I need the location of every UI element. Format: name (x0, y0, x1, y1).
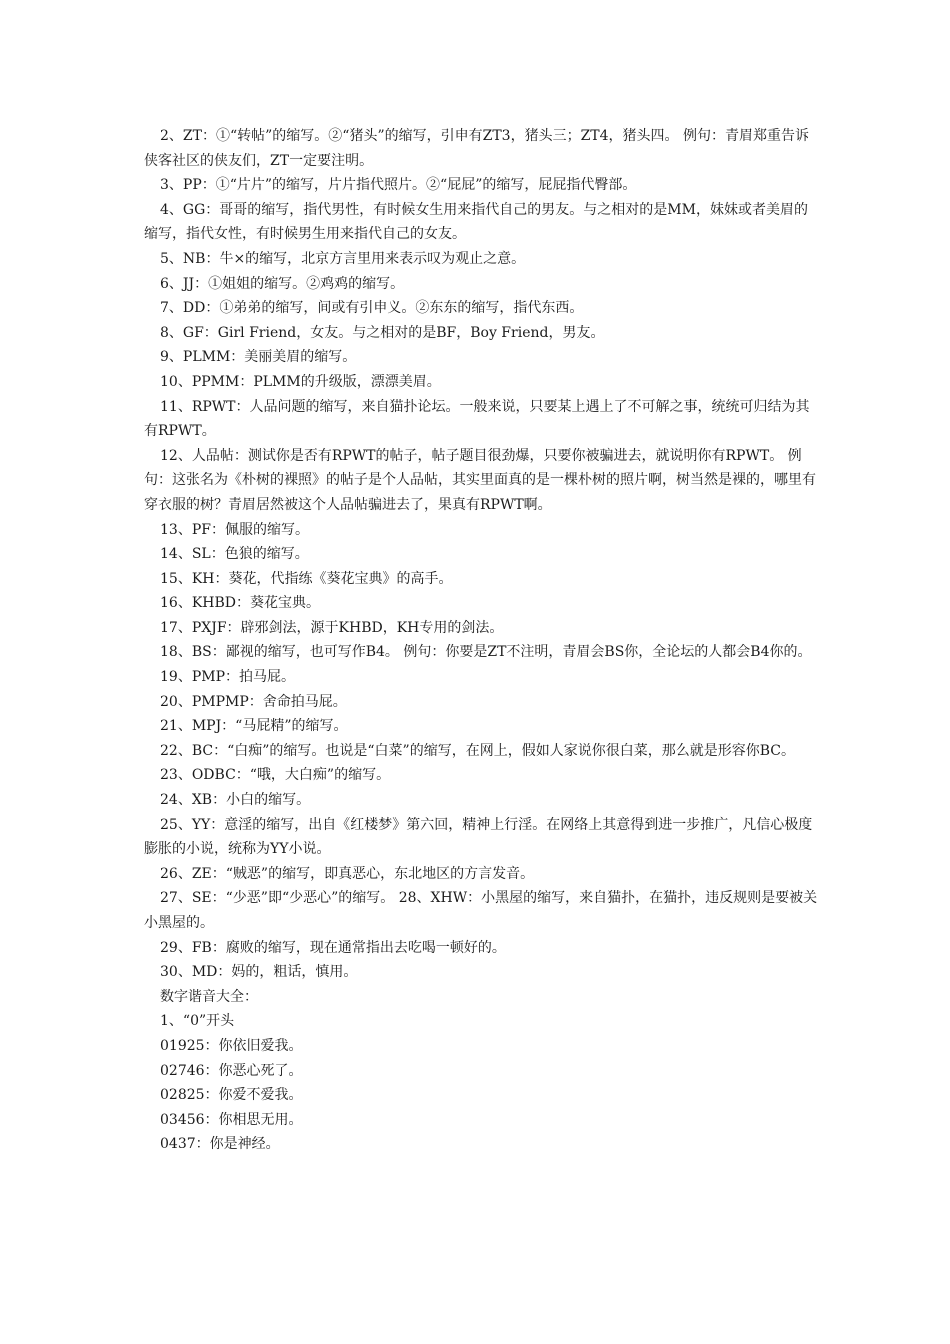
paragraph-khbd: 16、KHBD：葵花宝典。 (160, 595, 320, 612)
paragraph-odbc: 23、ODBC：“哦，大白痴”的缩写。 (160, 767, 391, 784)
paragraph-md: 30、MD：妈的，粗话，慎用。 (160, 964, 358, 981)
paragraph-pf: 13、PF：佩服的缩写。 (160, 521, 309, 538)
homophone-item: 02825：你爱不爱我。 (160, 1087, 303, 1104)
paragraph-pp: 3、PP：①“片片”的缩写，片片指代照片。②“屁屁”的缩写，屁屁指代臀部。 (160, 177, 637, 194)
paragraph-gg: 4、GG：哥哥的缩写，指代男性，有时候女生用来指代自己的男友。与之相对的是MM，妹妹或者美眉的缩写，指代女性，有时候男生用来指代自己的女友。 (144, 201, 808, 243)
section-heading-number-homophones: 数字谐音大全： (160, 988, 258, 1005)
paragraph-fb: 29、FB：腐败的缩写，现在通常指出去吃喝一顿好的。 (160, 939, 506, 956)
homophone-item: 02746：你恶心死了。 (160, 1062, 303, 1079)
paragraph-ppmm: 10、PPMM：PLMM的升级版，漂漂美眉。 (160, 373, 441, 390)
paragraph-jj: 6、JJ：①姐姐的缩写。②鸡鸡的缩写。 (160, 275, 405, 292)
paragraph-gf: 8、GF：Girl Friend，女友。与之相对的是BF，Boy Friend，男友。 (160, 324, 605, 341)
paragraph-renpin-tie: 12、人品帖：测试你是否有RPWT的帖子，帖子题目很劲爆，只要你被骗进去，就说明你有RPWT。 例句：这张名为《朴树的裸照》的帖子是个人品帖，其实里面真的是一棵朴树的照片啊，树当然是裸的，哪里有穿衣服的树？青眉居然被这个人品帖骗进去了，果真有RPWT啊。 (144, 447, 816, 513)
paragraph-rpwt: 11、RPWT：人品问题的缩写，来自猫扑论坛。一般来说，只要某上遇上了不可解之事，统统可归结为其有RPWT。 (144, 398, 810, 440)
paragraph-pmp: 19、PMP：拍马屁。 (160, 669, 295, 686)
subsection-heading-zero-prefix: 1、“0”开头 (160, 1013, 235, 1030)
paragraph-mpj: 21、MPJ：“马屁精”的缩写。 (160, 718, 348, 735)
paragraph-yy: 25、YY：意淫的缩写，出自《红楼梦》第六回，精神上行淫。在网络上其意得到进一步推广，凡信心极度膨胀的小说，统称为YY小说。 (144, 816, 813, 858)
paragraph-kh: 15、KH：葵花，代指练《葵花宝典》的高手。 (160, 570, 453, 587)
homophone-item: 01925：你依旧爱我。 (160, 1037, 303, 1054)
paragraph-zt: 2、ZT：①“转帖”的缩写。②“猪头”的缩写，引申有ZT3，猪头三；ZT4，猪头四。 例句：青眉郑重告诉侠客社区的侠友们，ZT一定要注明。 (144, 128, 809, 169)
paragraph-pxjf: 17、PXJF：辟邪剑法，源于KHBD，KH专用的剑法。 (160, 619, 504, 636)
paragraph-se-xhw: 27、SE：“少恶”即“少恶心”的缩写。 28、XHW：小黑屋的缩写，来自猫扑，在猫扑，违反规则是要被关小黑屋的。 (144, 890, 818, 931)
paragraph-bc: 22、BC：“白痴”的缩写。也说是“白菜”的缩写，在网上，假如人家说你很白菜，那么就是形容你BC。 (160, 742, 795, 759)
paragraph-nb: 5、NB：牛×的缩写，北京方言里用来表示叹为观止之意。 (160, 250, 526, 267)
homophone-item: 03456：你相思无用。 (160, 1111, 303, 1128)
paragraph-xb: 24、XB：小白的缩写。 (160, 792, 311, 809)
paragraph-plmm: 9、PLMM：美丽美眉的缩写。 (160, 349, 357, 366)
document-body (144, 124, 820, 1157)
paragraph-sl: 14、SL：色狼的缩写。 (160, 546, 309, 563)
paragraph-dd: 7、DD：①弟弟的缩写，间或有引申义。②东东的缩写，指代东西。 (160, 300, 584, 317)
paragraph-bs: 18、BS：鄙视的缩写，也可写作B4。 例句：你要是ZT不注明，青眉会BS你，全论坛的人都会B4你的。 (160, 644, 812, 661)
homophone-item: 0437：你是神经。 (160, 1136, 280, 1153)
paragraph-ze: 26、ZE：“贼恶”的缩写，即真恶心，东北地区的方言发音。 (160, 865, 535, 882)
paragraph-pmpmp: 20、PMPMP：舍命拍马屁。 (160, 693, 347, 710)
